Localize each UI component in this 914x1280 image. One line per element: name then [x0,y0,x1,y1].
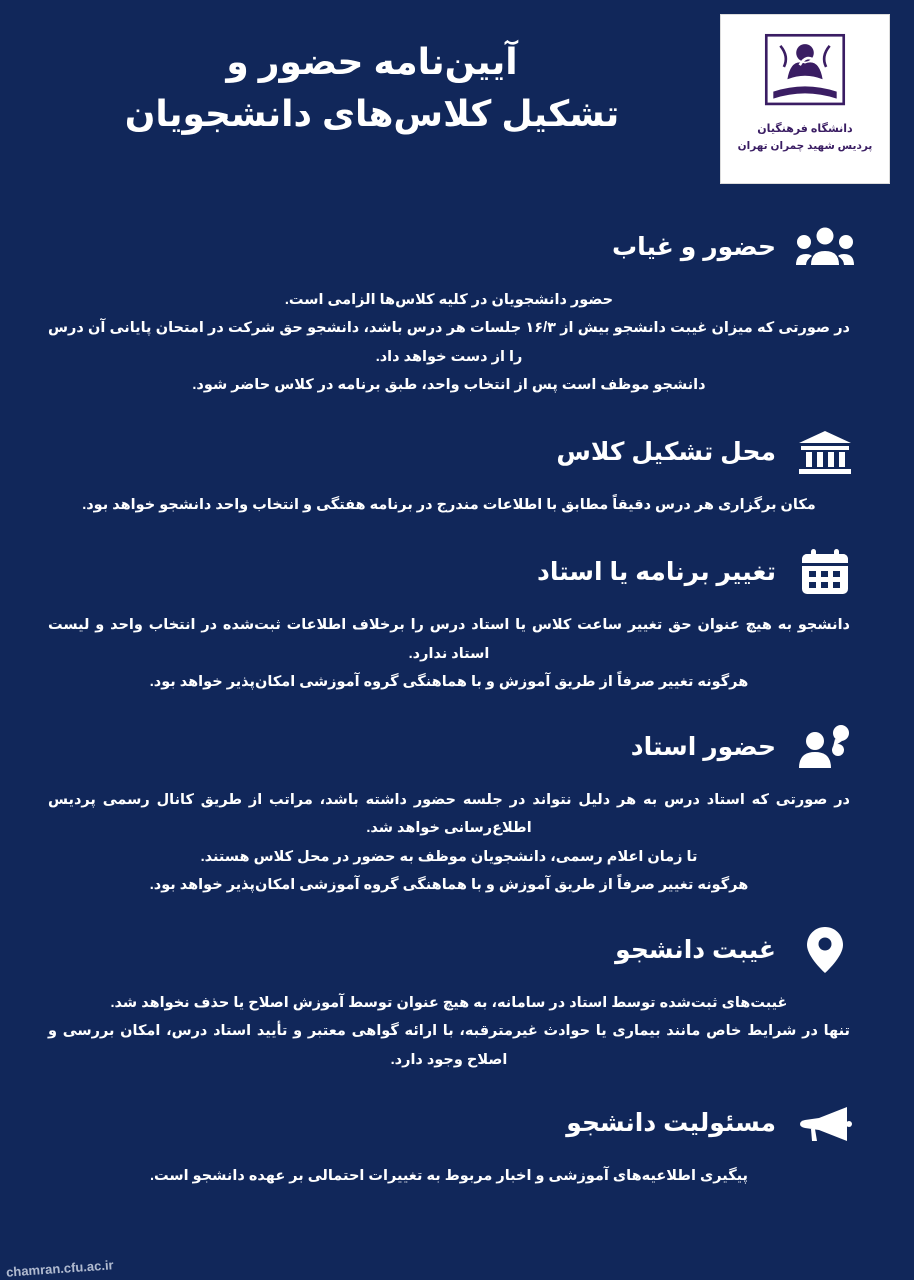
section-student-absence [0,919,914,1074]
logo-line-2: پردیس شهید چمران تهران [737,140,873,152]
calendar-icon [794,543,856,601]
section-header [46,541,856,603]
section-header [46,216,856,278]
poster-header [0,0,914,200]
section-title: محل تشکیل کلاس [556,438,776,467]
section-title: غیبت دانشجو [615,936,776,965]
section-title: مسئولیت دانشجو [566,1108,776,1137]
section-paragraph: تا زمان اعلام رسمی، دانشجویان موظف به حضور در محل کلاس هستند. [200,848,698,865]
section-body [46,611,856,696]
section-paragraph: غیبت‌های ثبت‌شده توسط استاد در سامانه، به هیچ عنوان توسط آموزش اصلاح یا حذف نخواهد شد. [110,995,788,1012]
section-paragraph: دانشجو به هیچ عنوان حق تغییر ساعت کلاس یا استاد درس را برخلاف اطلاعات ثبت‌شده در انتخاب واحد و لیست استاد ندارد. [48,617,850,662]
section-paragraph: در صورتی که میزان غیبت دانشجو بیش از ۱۶/۳ جلسات هر درس باشد، دانشجو حق شرکت در امتحان پایانی آن درس را از دست خواهد داد. [48,320,850,365]
section-body [46,786,856,899]
section-body [46,989,856,1074]
map-pin-icon [794,921,856,979]
section-attendance [0,216,914,399]
section-paragraph: مکان برگزاری هر درس دقیقاً مطابق با اطلاعات مندرج در برنامه هفتگی و انتخاب واحد دانشجو خواهد بود. [82,497,816,514]
university-logo [720,14,890,184]
university-emblem-icon [761,30,849,118]
section-title: حضور استاد [630,733,776,762]
section-student-responsibility [0,1092,914,1190]
section-header [46,1092,856,1154]
section-paragraph: در صورتی که استاد درس به هر دلیل نتواند در جلسه حضور داشته باشد، مراتب از طریق کانال رسمی پردیس اطلاع‌رسانی خواهد شد. [48,792,850,837]
sections-list [0,200,914,1190]
section-paragraph: هرگونه تغییر صرفاً از طریق آموزش و با هماهنگی گروه آموزشی امکان‌پذیر خواهد بود. [149,876,749,893]
logo-line-1: دانشگاه فرهنگیان [757,123,853,135]
section-schedule-change [0,541,914,696]
section-title: تغییر برنامه یا استاد [536,558,776,587]
section-paragraph: حضور دانشجویان در کلیه کلاس‌ها الزامی است. [284,292,614,308]
section-instructor-presence [0,716,914,899]
bank-building-icon [794,423,856,481]
people-group-icon [794,218,856,276]
section-header [46,421,856,483]
logo-inner [730,24,880,174]
section-body [46,286,856,399]
section-body [46,491,856,519]
megaphone-icon [794,1094,856,1152]
section-header [46,919,856,981]
section-title: حضور و غیاب [612,233,776,261]
page-title-line-2: تشکیل کلاس‌های دانشجویان [124,93,620,135]
page-title [40,36,704,140]
footer-website-watermark: chamran.cfu.ac.ir [5,1257,115,1280]
section-header [46,716,856,778]
section-class-location [0,421,914,519]
page-title-line-1: آیین‌نامه حضور و [226,41,518,82]
section-body [46,1162,856,1190]
section-paragraph: دانشجو موظف است پس از انتخاب واحد، طبق برنامه در کلاس حاضر شود. [192,376,706,393]
section-paragraph: تنها در شرایط خاص مانند بیماری یا حوادث غیرمترقبه، با ارائه گواهی معتبر و تأیید استاد درس، امکان بررسی و اصلاح وجود دارد. [48,1023,850,1068]
section-paragraph: هرگونه تغییر صرفاً از طریق آموزش و با هماهنگی گروه آموزشی امکان‌پذیر خواهد بود. [149,673,749,690]
person-speech-bubble-icon [794,718,856,776]
section-paragraph: پیگیری اطلاعیه‌های آموزشی و اخبار مربوط به تغییرات احتمالی بر عهده دانشجو است. [150,1167,748,1184]
